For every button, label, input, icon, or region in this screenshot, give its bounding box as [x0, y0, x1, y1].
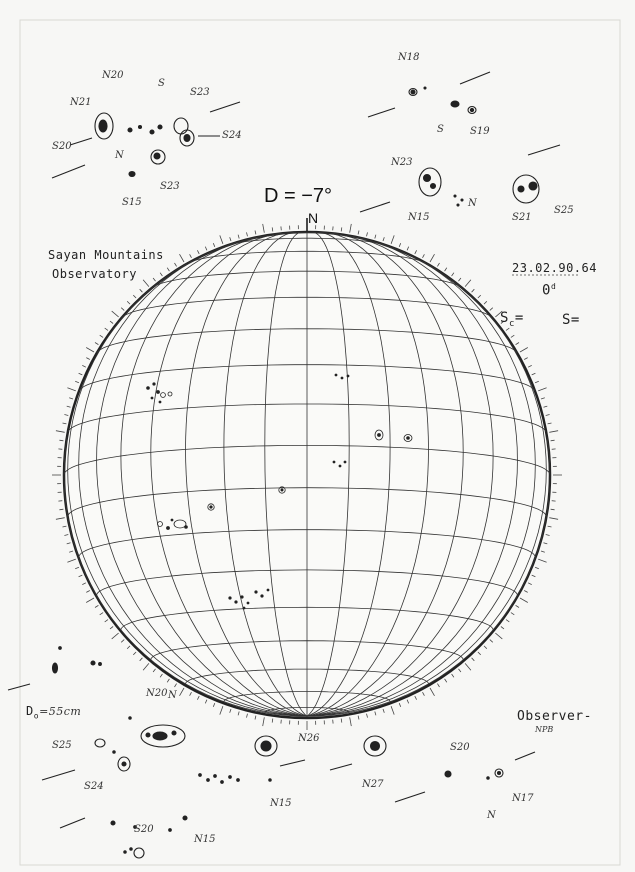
label-br-s20: S20 [450, 742, 470, 753]
observatory-line-1: Sayan Mountains [48, 248, 164, 262]
label-br-n: N [487, 810, 496, 821]
label-bm-n27: N27 [362, 779, 384, 790]
s-field: S= [562, 312, 580, 328]
diameter-label: D [26, 704, 34, 718]
label-mr-s25: S25 [554, 205, 574, 216]
label-tl-s: S [158, 78, 165, 89]
sketch-bottom-middle [255, 736, 425, 802]
label-tr-s19: S19 [470, 126, 490, 137]
label-bl-n: N [168, 690, 177, 701]
diameter-subscript: o [33, 711, 40, 721]
north-marker: N [308, 210, 319, 226]
label-tr-n18: N18 [398, 52, 420, 63]
observation-date: 23.02.90.64 [512, 261, 597, 275]
time-superscript: d [550, 282, 557, 291]
sc-label: S [500, 310, 509, 326]
label-bl-s24: S24 [84, 781, 104, 792]
label-bl-s20: S20 [134, 824, 154, 835]
observer-signature: NPB [535, 725, 554, 734]
label-bl-n20: N20 [146, 688, 168, 699]
sketch-top-right [368, 72, 560, 155]
label-bl-n15a: N15 [270, 798, 292, 809]
label-mr-n15: N15 [408, 212, 430, 223]
observer-label: Observer- [517, 709, 592, 724]
label-mr-n: N [468, 198, 477, 209]
label-mr-s21: S21 [512, 212, 532, 223]
declination-label: D = −7° [264, 185, 333, 207]
observation-time [542, 282, 556, 299]
observatory-line-2: Observatory [52, 267, 137, 281]
label-bl-n15b: N15 [194, 834, 216, 845]
label-tl-s23b: S23 [160, 181, 180, 192]
label-br-n17: N17 [512, 793, 534, 804]
label-mr-n23: N23 [391, 157, 413, 168]
time-value: 0 [542, 282, 551, 299]
diameter-field [26, 704, 81, 720]
sketch-bottom-right [445, 752, 535, 779]
diameter-value: =55cm [39, 705, 82, 718]
label-tr-s: S [437, 124, 444, 135]
label-tl-n20: N20 [102, 70, 124, 81]
sc-field [500, 310, 524, 329]
label-tl-n21: N21 [70, 97, 92, 108]
label-tl-s23a: S23 [190, 87, 210, 98]
label-tl-s15: S15 [122, 197, 142, 208]
label-tl-s24: S24 [222, 130, 242, 141]
sketch-middle-right [360, 168, 539, 212]
label-bl-s25: S25 [52, 740, 72, 751]
sc-subscript: c [508, 318, 515, 329]
label-tl-n: N [115, 150, 124, 161]
label-bm-n26: N26 [298, 733, 320, 744]
sc-equals: = [514, 310, 524, 326]
sketch-top-left [52, 102, 240, 178]
label-tl-s20: S20 [52, 141, 72, 152]
